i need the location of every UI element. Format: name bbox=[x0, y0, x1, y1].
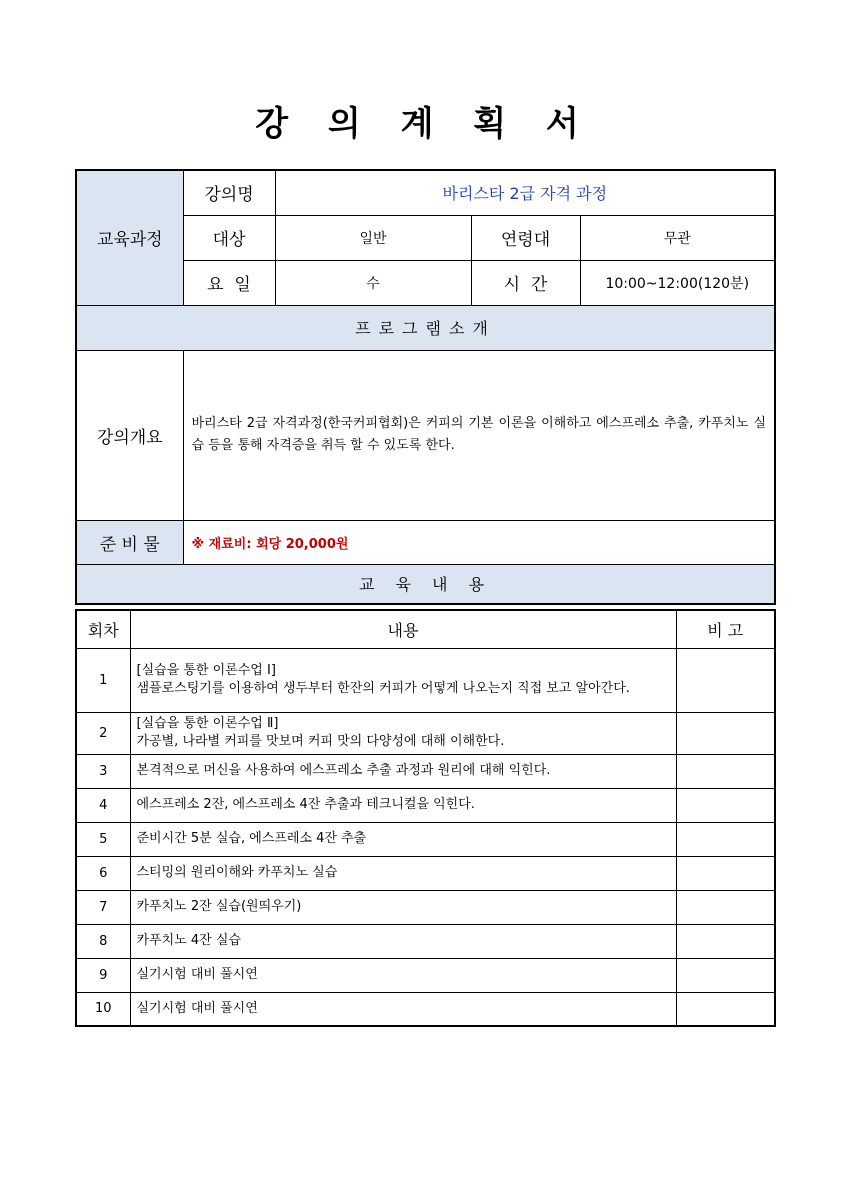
preparation-label: 준 비 물 bbox=[76, 520, 183, 564]
time-value: 10:00~12:00(120분) bbox=[580, 260, 775, 305]
day-value: 수 bbox=[275, 260, 471, 305]
course-name: 바리스타 2급 자격 과정 bbox=[275, 170, 775, 215]
session-note bbox=[676, 754, 775, 788]
target-value: 일반 bbox=[275, 215, 471, 260]
table-row bbox=[76, 890, 775, 924]
header-session: 회차 bbox=[76, 610, 130, 648]
session-number: 8 bbox=[76, 924, 130, 958]
course-section-label: 교육과정 bbox=[76, 170, 183, 305]
time-label: 시 간 bbox=[471, 260, 580, 305]
table-row bbox=[76, 754, 775, 788]
program-header: 프로그램소개 bbox=[76, 305, 775, 350]
day-label: 요 일 bbox=[183, 260, 275, 305]
table-row bbox=[76, 856, 775, 890]
table-row bbox=[76, 958, 775, 992]
session-note bbox=[676, 822, 775, 856]
overview-label: 강의개요 bbox=[76, 350, 183, 520]
session-note bbox=[676, 788, 775, 822]
header-content: 내용 bbox=[130, 610, 676, 648]
table-row bbox=[76, 788, 775, 822]
session-note bbox=[676, 856, 775, 890]
session-number: 3 bbox=[76, 754, 130, 788]
session-number: 1 bbox=[76, 648, 130, 712]
session-content: 카푸치노 4잔 실습 bbox=[130, 924, 676, 958]
schedule-table bbox=[75, 609, 776, 1027]
session-number: 5 bbox=[76, 822, 130, 856]
session-number: 4 bbox=[76, 788, 130, 822]
table-row bbox=[76, 822, 775, 856]
table-row bbox=[76, 924, 775, 958]
preparation-text: ※ 재료비: 회당 20,000원 bbox=[183, 520, 775, 564]
session-content: [실습을 통한 이론수업 Ⅱ] 가공별, 나라별 커피를 맛보며 커피 맛의 다양성에 대해 이해한다. bbox=[130, 712, 676, 754]
session-content: 에스프레소 2잔, 에스프레소 4잔 추출과 테크니컬을 익힌다. bbox=[130, 788, 676, 822]
age-label: 연령대 bbox=[471, 215, 580, 260]
target-label: 대상 bbox=[183, 215, 275, 260]
session-note bbox=[676, 992, 775, 1026]
table-row bbox=[76, 992, 775, 1026]
session-content: 준비시간 5분 실습, 에스프레소 4잔 추출 bbox=[130, 822, 676, 856]
session-number: 9 bbox=[76, 958, 130, 992]
age-value: 무관 bbox=[580, 215, 775, 260]
session-number: 7 bbox=[76, 890, 130, 924]
schedule-rows bbox=[76, 648, 775, 1026]
table-row bbox=[76, 648, 775, 712]
session-content: 카푸치노 2잔 실습(원띄우기) bbox=[130, 890, 676, 924]
session-note bbox=[676, 958, 775, 992]
session-content: 실기시험 대비 풀시연 bbox=[130, 958, 676, 992]
course-name-label: 강의명 bbox=[183, 170, 275, 215]
course-info-table bbox=[75, 169, 776, 605]
session-note bbox=[676, 648, 775, 712]
session-note bbox=[676, 712, 775, 754]
session-note bbox=[676, 890, 775, 924]
session-number: 10 bbox=[76, 992, 130, 1026]
page-title: 강 의 계 획 서 bbox=[255, 104, 593, 144]
table-row bbox=[76, 712, 775, 754]
session-note bbox=[676, 924, 775, 958]
session-content: [실습을 통한 이론수업 Ⅰ] 샘플로스팅기를 이용하여 생두부터 한잔의 커피가 어떻게 나오는지 직접 보고 알아간다. bbox=[130, 648, 676, 712]
session-number: 6 bbox=[76, 856, 130, 890]
header-note: 비 고 bbox=[676, 610, 775, 648]
session-content: 스티밍의 원리이해와 카푸치노 실습 bbox=[130, 856, 676, 890]
session-content: 본격적으로 머신을 사용하여 에스프레소 추출 과정과 원리에 대해 익힌다. bbox=[130, 754, 676, 788]
session-number: 2 bbox=[76, 712, 130, 754]
education-header: 교 육 내 용 bbox=[76, 564, 775, 604]
overview-text: 바리스타 2급 자격과정(한국커피협회)은 커피의 기본 이론을 이해하고 에스프레소 추출, 카푸치노 실습 등을 통해 자격증을 취득 할 수 있도록 한다. bbox=[183, 350, 775, 520]
session-content: 실기시험 대비 풀시연 bbox=[130, 992, 676, 1026]
